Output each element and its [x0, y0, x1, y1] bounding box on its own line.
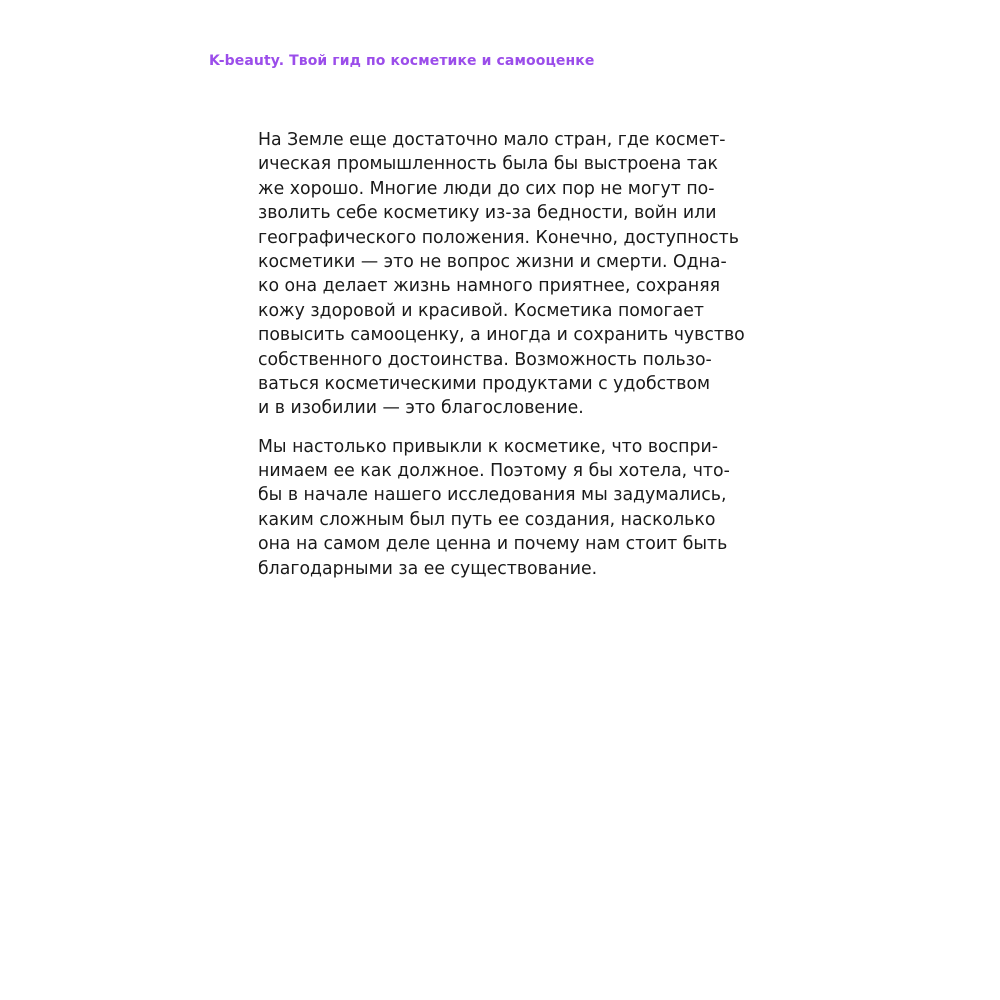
text-line: повысить самооценку, а иногда и сохранить чувство: [258, 325, 745, 346]
text-line: благодарными за ее существование.: [258, 558, 598, 579]
text-line: кожу здоровой и красивой. Косметика помогает: [258, 300, 704, 321]
text-line: косметики — это не вопрос жизни и смерти. Одна-: [258, 251, 727, 272]
text-line: каким сложным был путь ее создания, насколько: [258, 509, 716, 530]
body-text: [258, 128, 758, 595]
text-line: зволить себе косметику из-за бедности, войн или: [258, 203, 717, 224]
text-line: ко она делает жизнь намного приятнее, сохраняя: [258, 276, 721, 297]
text-line: собственного достоинства. Возможность пользо-: [258, 349, 712, 370]
running-header: K-beauty. Твой гид по косметике и самооценке: [209, 53, 595, 69]
text-line: Мы настолько привыкли к косметике, что воспри-: [258, 436, 718, 457]
paragraph-2: [258, 435, 758, 581]
text-line: На Земле еще достаточно мало стран, где космет-: [258, 130, 726, 150]
text-line: географического положения. Конечно, доступность: [258, 227, 739, 248]
text-line: ваться косметическими продуктами с удобством: [258, 373, 711, 394]
text-line: ическая промышленность была бы выстроена так: [258, 154, 719, 175]
text-line: и в изобилии — это благословение.: [258, 398, 584, 419]
text-line: же хорошо. Многие люди до сих пор не могут по-: [258, 178, 715, 199]
text-line: бы в начале нашего исследования мы задумались,: [258, 485, 727, 506]
text-line: она на самом деле ценна и почему нам стоит быть: [258, 534, 728, 555]
text-line: нимаем ее как должное. Поэтому я бы хотела, что-: [258, 461, 730, 482]
paragraph-1: [258, 128, 758, 421]
